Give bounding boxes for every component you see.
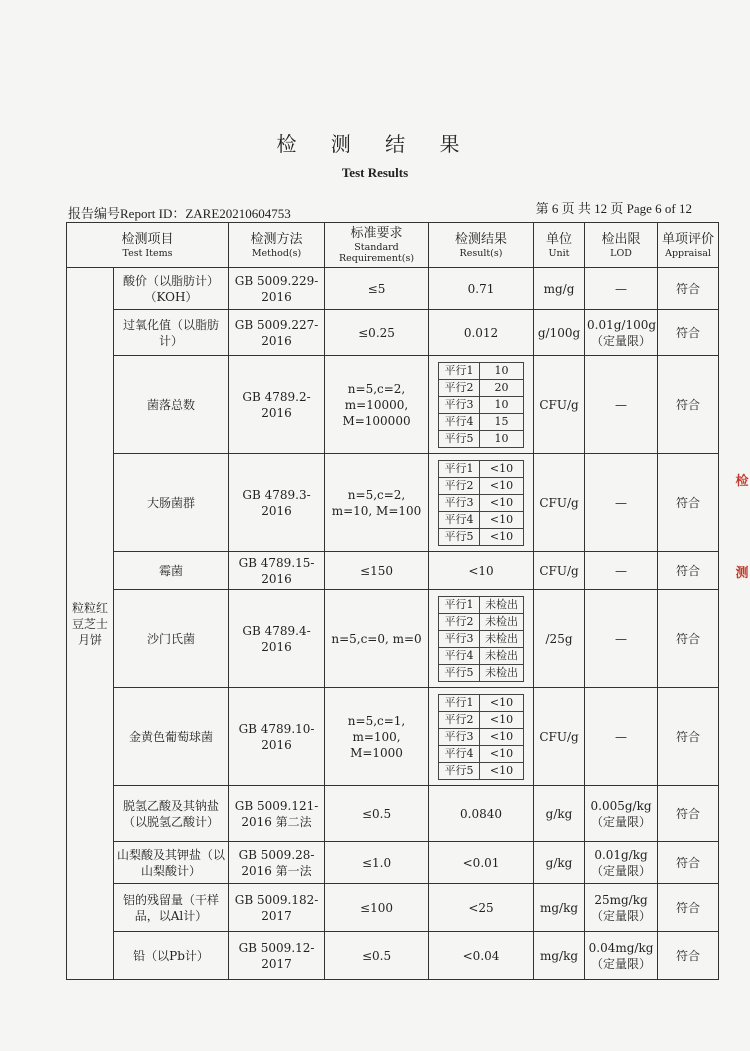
unit: g/100g [534, 310, 585, 356]
test-item: 脱氢乙酸及其钠盐（以脱氢乙酸计） [114, 786, 229, 842]
parallel-row [439, 694, 524, 711]
parallel-value: <10 [480, 762, 524, 779]
appraisal: 符合 [658, 884, 719, 932]
parallel-row [439, 413, 524, 430]
result [429, 688, 534, 786]
parallel-row [439, 362, 524, 379]
method: GB 4789.2-2016 [229, 356, 325, 454]
parallel-row [439, 396, 524, 413]
page-title-en: Test Results [341, 165, 409, 180]
unit: CFU/g [534, 454, 585, 552]
parallel-value: <10 [480, 460, 524, 477]
unit: CFU/g [534, 688, 585, 786]
lod: 0.005g/kg（定量限） [585, 786, 658, 842]
requirement: n=5,c=1, m=100, M=1000 [325, 688, 429, 786]
requirement: ≤0.25 [325, 310, 429, 356]
requirement: ≤1.0 [325, 842, 429, 884]
unit: /25g [534, 590, 585, 688]
parallel-value: 10 [480, 396, 524, 413]
requirement: n=5,c=2, m=10000, M=100000 [325, 356, 429, 454]
parallel-value: <10 [480, 728, 524, 745]
test-item: 大肠菌群 [114, 454, 229, 552]
test-item: 铝的残留量（干样品，以Al计） [114, 884, 229, 932]
header-unit: 单位 Unit [534, 223, 585, 268]
table-row [67, 310, 719, 356]
test-item: 过氧化值（以脂肪计） [114, 310, 229, 356]
parallel-label: 平行1 [439, 460, 480, 477]
result: 0.0840 [429, 786, 534, 842]
parallel-results [438, 596, 524, 682]
table-row [67, 590, 719, 688]
parallel-value: <10 [480, 694, 524, 711]
parallel-label: 平行4 [439, 647, 480, 664]
table-row [67, 786, 719, 842]
table-row [67, 454, 719, 552]
parallel-label: 平行2 [439, 477, 480, 494]
requirement: ≤0.5 [325, 786, 429, 842]
results-table [66, 222, 719, 980]
test-item: 菌落总数 [114, 356, 229, 454]
parallel-value: 未检出 [480, 647, 524, 664]
parallel-value: 未检出 [480, 613, 524, 630]
parallel-row [439, 728, 524, 745]
requirement: ≤5 [325, 268, 429, 310]
header-requirement: 标准要求 Standard Requirement(s) [325, 223, 429, 268]
parallel-label: 平行5 [439, 528, 480, 545]
parallel-value: 未检出 [480, 664, 524, 681]
parallel-value: <10 [480, 745, 524, 762]
method: GB 4789.3-2016 [229, 454, 325, 552]
table-row [67, 842, 719, 884]
result [429, 590, 534, 688]
lod: 0.01g/100g（定量限） [585, 310, 658, 356]
parallel-value: 15 [480, 413, 524, 430]
parallel-label: 平行4 [439, 511, 480, 528]
side-stamp-mark: 检 [735, 474, 749, 489]
parallel-label: 平行3 [439, 728, 480, 745]
unit: mg/g [534, 268, 585, 310]
appraisal: 符合 [658, 552, 719, 590]
header-method: 检测方法 Method(s) [229, 223, 325, 268]
requirement: ≤150 [325, 552, 429, 590]
method: GB 5009.121-2016 第二法 [229, 786, 325, 842]
parallel-row [439, 511, 524, 528]
header-appraisal: 单项评价 Appraisal [658, 223, 719, 268]
header-test-items: 检测项目 Test Items [67, 223, 229, 268]
parallel-value: <10 [480, 477, 524, 494]
appraisal: 符合 [658, 590, 719, 688]
parallel-results [438, 362, 524, 448]
appraisal: 符合 [658, 268, 719, 310]
parallel-results [438, 460, 524, 546]
parallel-label: 平行1 [439, 694, 480, 711]
parallel-label: 平行5 [439, 430, 480, 447]
parallel-value: 未检出 [480, 630, 524, 647]
header-lod: 检出限 LOD [585, 223, 658, 268]
parallel-label: 平行2 [439, 613, 480, 630]
lod: — [585, 356, 658, 454]
parallel-label: 平行4 [439, 745, 480, 762]
lod: — [585, 688, 658, 786]
table-row [67, 268, 719, 310]
requirement: n=5,c=0, m=0 [325, 590, 429, 688]
lod: 0.04mg/kg（定量限） [585, 932, 658, 980]
result: <0.01 [429, 842, 534, 884]
parallel-value: 20 [480, 379, 524, 396]
result: 0.71 [429, 268, 534, 310]
header-row [67, 223, 719, 268]
unit: CFU/g [534, 356, 585, 454]
result [429, 356, 534, 454]
test-item: 铅（以Pb计） [114, 932, 229, 980]
parallel-row [439, 379, 524, 396]
parallel-value: 10 [480, 430, 524, 447]
parallel-results [438, 694, 524, 780]
parallel-row [439, 596, 524, 613]
parallel-label: 平行5 [439, 762, 480, 779]
test-item: 山梨酸及其钾盐（以山梨酸计） [114, 842, 229, 884]
parallel-row [439, 430, 524, 447]
test-item: 沙门氏菌 [114, 590, 229, 688]
table-row [67, 884, 719, 932]
requirement: n=5,c=2, m=10, M=100 [325, 454, 429, 552]
requirement: ≤100 [325, 884, 429, 932]
method: GB 4789.4-2016 [229, 590, 325, 688]
parallel-value: <10 [480, 711, 524, 728]
unit: g/kg [534, 786, 585, 842]
side-stamp-mark: 测 [735, 566, 749, 581]
page-title-cn: 检 测 结 果 [276, 132, 474, 156]
parallel-label: 平行1 [439, 596, 480, 613]
parallel-label: 平行3 [439, 630, 480, 647]
table-row [67, 688, 719, 786]
parallel-value: 未检出 [480, 596, 524, 613]
method: GB 4789.15-2016 [229, 552, 325, 590]
table-row [67, 552, 719, 590]
parallel-label: 平行2 [439, 379, 480, 396]
parallel-row [439, 528, 524, 545]
parallel-row [439, 460, 524, 477]
unit: mg/kg [534, 932, 585, 980]
lod: — [585, 454, 658, 552]
parallel-row [439, 613, 524, 630]
parallel-row [439, 664, 524, 681]
parallel-value: <10 [480, 511, 524, 528]
lod: 0.01g/kg（定量限） [585, 842, 658, 884]
lod: — [585, 590, 658, 688]
parallel-label: 平行5 [439, 664, 480, 681]
parallel-row [439, 477, 524, 494]
result: <25 [429, 884, 534, 932]
appraisal: 符合 [658, 356, 719, 454]
test-item: 金黄色葡萄球菌 [114, 688, 229, 786]
result: <0.04 [429, 932, 534, 980]
unit: mg/kg [534, 884, 585, 932]
product-name: 粒粒红豆芝士月饼 [67, 268, 114, 980]
appraisal: 符合 [658, 688, 719, 786]
method: GB 5009.182-2017 [229, 884, 325, 932]
report-id: 报告编号Report ID：ZARE20210604753 [68, 206, 291, 221]
appraisal: 符合 [658, 310, 719, 356]
result [429, 454, 534, 552]
requirement: ≤0.5 [325, 932, 429, 980]
parallel-label: 平行1 [439, 362, 480, 379]
table-row [67, 932, 719, 980]
lod: 25mg/kg（定量限） [585, 884, 658, 932]
lod: — [585, 552, 658, 590]
parallel-row [439, 762, 524, 779]
method: GB 4789.10-2016 [229, 688, 325, 786]
parallel-row [439, 630, 524, 647]
appraisal: 符合 [658, 786, 719, 842]
parallel-value: <10 [480, 528, 524, 545]
lod: — [585, 268, 658, 310]
parallel-row [439, 647, 524, 664]
unit: g/kg [534, 842, 585, 884]
parallel-row [439, 745, 524, 762]
method: GB 5009.12-2017 [229, 932, 325, 980]
parallel-row [439, 494, 524, 511]
page-number: 第 6 页 共 12 页 Page 6 of 12 [535, 201, 692, 216]
result: 0.012 [429, 310, 534, 356]
appraisal: 符合 [658, 454, 719, 552]
method: GB 5009.229-2016 [229, 268, 325, 310]
test-item: 霉菌 [114, 552, 229, 590]
parallel-label: 平行4 [439, 413, 480, 430]
parallel-value: 10 [480, 362, 524, 379]
parallel-value: <10 [480, 494, 524, 511]
parallel-row [439, 711, 524, 728]
method: GB 5009.227-2016 [229, 310, 325, 356]
table-row [67, 356, 719, 454]
parallel-label: 平行2 [439, 711, 480, 728]
parallel-label: 平行3 [439, 396, 480, 413]
test-item: 酸价（以脂肪计）（KOH） [114, 268, 229, 310]
header-result: 检测结果 Result(s) [429, 223, 534, 268]
parallel-label: 平行3 [439, 494, 480, 511]
method: GB 5009.28-2016 第一法 [229, 842, 325, 884]
result: <10 [429, 552, 534, 590]
appraisal: 符合 [658, 932, 719, 980]
unit: CFU/g [534, 552, 585, 590]
appraisal: 符合 [658, 842, 719, 884]
